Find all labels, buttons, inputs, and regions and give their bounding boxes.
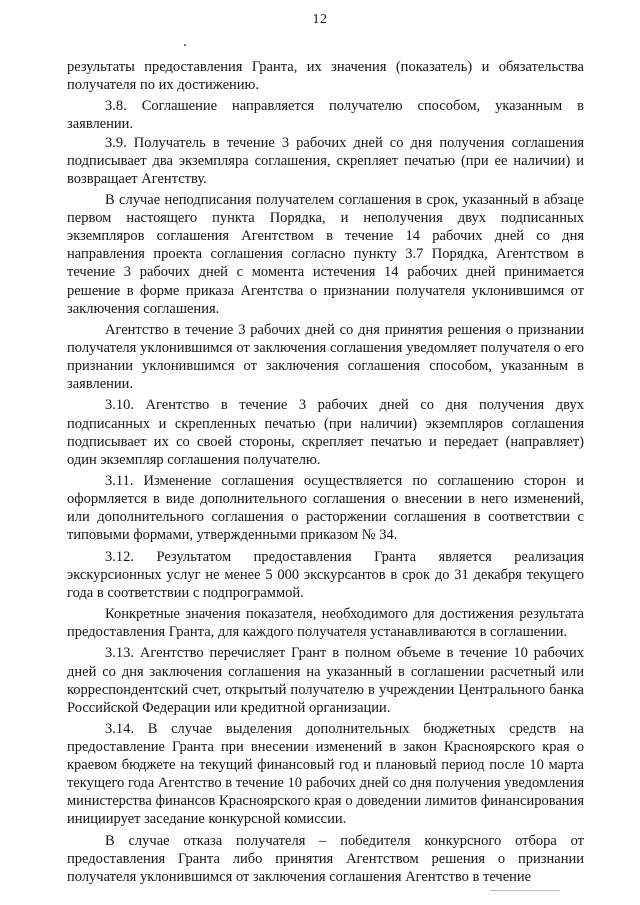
paragraph-3-12-values: Конкретные значения показателя, необходимого для достижения результата предоставления Гранта, для каждого получателя устанавливаются в соглашении. [67,606,584,641]
paragraph-3-11: 3.11. Изменение соглашения осуществляется по соглашению сторон и оформляется в виде дополнительного соглашения о внесении в него изменений, или дополнительного соглашения о расторжении соглашения в соответствии с типовыми формами, утвержденными приказом № 34. [67,473,584,544]
paragraph-3-14-refusal: В случае отказа получателя – победителя конкурсного отбора от предоставления Гранта либо принятия Агентством решения о признании получателя уклонившимся от заключения соглашения Агентство в течение [67,832,584,885]
page-number: 12 [312,12,328,27]
document-body [67,58,584,886]
scan-speck [184,44,186,46]
paragraph-3-9-notification: Агентство в течение 3 рабочих дней со дня принятия решения о признании получателя уклонившимся от заключения соглашения уведомляет получателя о его признании уклонившимся от заключения соглашения способом, указанным в заявлении. [67,321,584,393]
paragraph-3-12: 3.12. Результатом предоставления Гранта является реализация экскурсионных услуг не менее 5 000 экскурсантов в срок до 31 декабря текущего года в соответствии с подпрограммой. [67,548,584,601]
paragraph-3-14: 3.14. В случае выделения дополнительных бюджетных средств на предоставление Гранта при внесении изменений в закон Красноярского края о краевом бюджете на текущий финансовый год и плановый период после 10 марта текущего года Агентство в течение 10 рабочих дней со дня получения уведомления министерства финансов Красноярского края о доведении лимитов финансирования инициирует заседание конкурсной комиссии. [67,720,584,828]
scan-footer-mark [490,890,560,891]
paragraph-3-8: 3.8. Соглашение направляется получателю способом, указанным в заявлении. [67,98,584,133]
paragraph-3-9-nonsigning: В случае неподписания получателем соглашения в срок, указанный в абзаце первом настоящего пункта Порядка, и неполучения двух подписанных экземпляров соглашения Агентством в течение 14 рабочих дней со дня направления проекта соглашения согласно пункту 3.7 Порядка, Агентством в течение 3 рабочих дней с момента истечения 14 рабочих дней принимается решение в форме приказа Агентства о признании получателя уклонившимся от заключения соглашения. [67,192,584,317]
paragraph-continuation: результаты предоставления Гранта, их значения (показатель) и обязательства получателя по их достижению. [67,59,584,94]
paragraph-3-13: 3.13. Агентство перечисляет Грант в полном объеме в течение 10 рабочих дней со дня заключения соглашения на указанный в соглашении расчетный или корреспондентский счет, открытый получателю в учреждении Центрального банка Российской Федерации или кредитной организации. [67,645,584,716]
paragraph-3-10: 3.10. Агентство в течение 3 рабочих дней со дня получения двух подписанных и скрепленных печатью (при наличии) экземпляров соглашения подписывает их со своей стороны, скрепляет печатью и передает (направляет) один экземпляр соглашения получателю. [67,397,584,468]
paragraph-3-9: 3.9. Получатель в течение 3 рабочих дней со дня получения соглашения подписывает два экземпляра соглашения, скрепляет печатью (при ее наличии) и возвращает Агентству. [67,134,584,187]
